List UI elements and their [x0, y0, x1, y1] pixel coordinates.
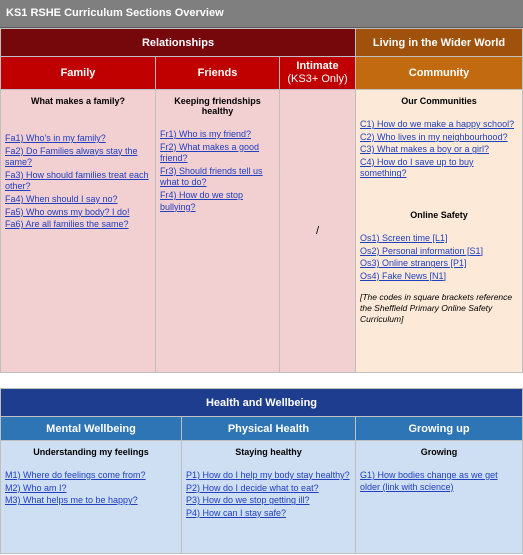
growing-header [356, 417, 523, 441]
online-safety-heading: Online Safety [410, 209, 468, 220]
physical-links [182, 470, 355, 519]
link-os3[interactable]: Os3) Online strangers [P1] [360, 258, 467, 269]
relationships-label: Relationships [141, 36, 215, 49]
online-safety-note: [The codes in square brackets reference the Sheffield Primary Online Safety Curriculum] [360, 292, 513, 325]
family-label: Family [60, 67, 96, 79]
friends-cell [156, 90, 280, 373]
title-bar [0, 0, 523, 28]
physical-header [182, 417, 356, 441]
intimate-label: Intimate [296, 60, 339, 72]
link-fr4[interactable]: Fr4) How do we stop bullying? [160, 189, 244, 212]
relationships-wider-table [0, 28, 523, 373]
link-fa2[interactable]: Fa2) Do Families always stay the same? [5, 145, 138, 168]
community-header [356, 57, 523, 90]
wider-world-label: Living in the Wider World [372, 36, 506, 49]
link-m1[interactable]: M1) Where do feelings come from? [5, 470, 146, 480]
link-os2[interactable]: Os2) Personal information [S1] [360, 245, 484, 256]
link-m2[interactable]: M2) Who am I? [5, 482, 67, 493]
physical-subheading: Staying healthy [235, 447, 302, 457]
link-fa5[interactable]: Fa5) Who owns my body? I do! [5, 206, 130, 217]
link-p3[interactable]: P3) How do we stop getting ill? [186, 495, 310, 506]
online-safety-links [356, 233, 522, 282]
link-p1[interactable]: P1) How do I help my body stay healthy? [186, 470, 350, 480]
relationships-header [1, 29, 356, 57]
friends-subheading: Keeping friendships healthy [174, 96, 261, 116]
link-fr3[interactable]: Fr3) Should friends tell us what to do? [160, 165, 263, 188]
family-subheading: What makes a family? [30, 96, 126, 106]
link-g1[interactable]: G1) How bodies change as we get older (link with science) [360, 470, 498, 492]
family-links [1, 133, 155, 231]
mental-header [1, 417, 182, 441]
link-fa4[interactable]: Fa4) When should I say no? [5, 193, 118, 204]
link-fa6[interactable]: Fa6) Are all families the same? [5, 219, 129, 230]
link-c1[interactable]: C1) How do we make a happy school? [360, 119, 515, 129]
wider-world-header [356, 29, 523, 57]
community-links [356, 119, 522, 180]
mental-cell [1, 441, 182, 554]
health-label: Health and Wellbeing [205, 396, 318, 409]
intimate-sublabel: (KS3+ Only) [287, 73, 348, 85]
community-subheading: Our Communities [401, 96, 477, 106]
page-title: KS1 RSHE Curriculum Sections Overview [6, 7, 224, 19]
friends-links [156, 129, 279, 213]
mental-label: Mental Wellbeing [46, 422, 136, 435]
community-label: Community [408, 67, 470, 79]
physical-cell [182, 441, 356, 554]
physical-label: Physical Health [227, 422, 310, 435]
intimate-cell [280, 90, 356, 373]
health-header [1, 389, 523, 417]
link-os4[interactable]: Os4) Fake News [N1] [360, 270, 447, 281]
friends-header [156, 57, 280, 90]
link-p4[interactable]: P4) How can I stay safe? [186, 507, 287, 518]
health-wellbeing-table [0, 388, 523, 554]
intimate-header [280, 57, 356, 90]
family-cell [1, 90, 156, 373]
link-fa3[interactable]: Fa3) How should families treat each other? [5, 169, 149, 192]
growing-label: Growing up [408, 422, 470, 435]
mental-links [1, 470, 181, 507]
link-fr1[interactable]: Fr1) Who is my friend? [160, 129, 252, 139]
link-os1[interactable]: Os1) Screen time [L1] [360, 232, 448, 243]
link-c3[interactable]: C3) What makes a boy or a girl? [360, 144, 490, 155]
link-fr2[interactable]: Fr2) What makes a good friend? [160, 141, 260, 164]
link-fa1[interactable]: Fa1) Who's in my family? [5, 133, 106, 143]
growing-links [356, 470, 522, 493]
community-cell [356, 90, 523, 373]
growing-subheading: Growing [420, 447, 458, 457]
link-p2[interactable]: P2) How do I decide what to eat? [186, 482, 319, 493]
family-header [1, 57, 156, 90]
growing-cell [356, 441, 523, 554]
link-c2[interactable]: C2) Who lives in my neighbourhood? [360, 131, 508, 142]
friends-label: Friends [197, 67, 238, 79]
intimate-placeholder: / [315, 225, 320, 237]
link-m3[interactable]: M3) What helps me to be happy? [5, 495, 138, 506]
link-c4[interactable]: C4) How do I save up to buy something? [360, 156, 474, 179]
mental-subheading: Understanding my feelings [33, 447, 149, 457]
